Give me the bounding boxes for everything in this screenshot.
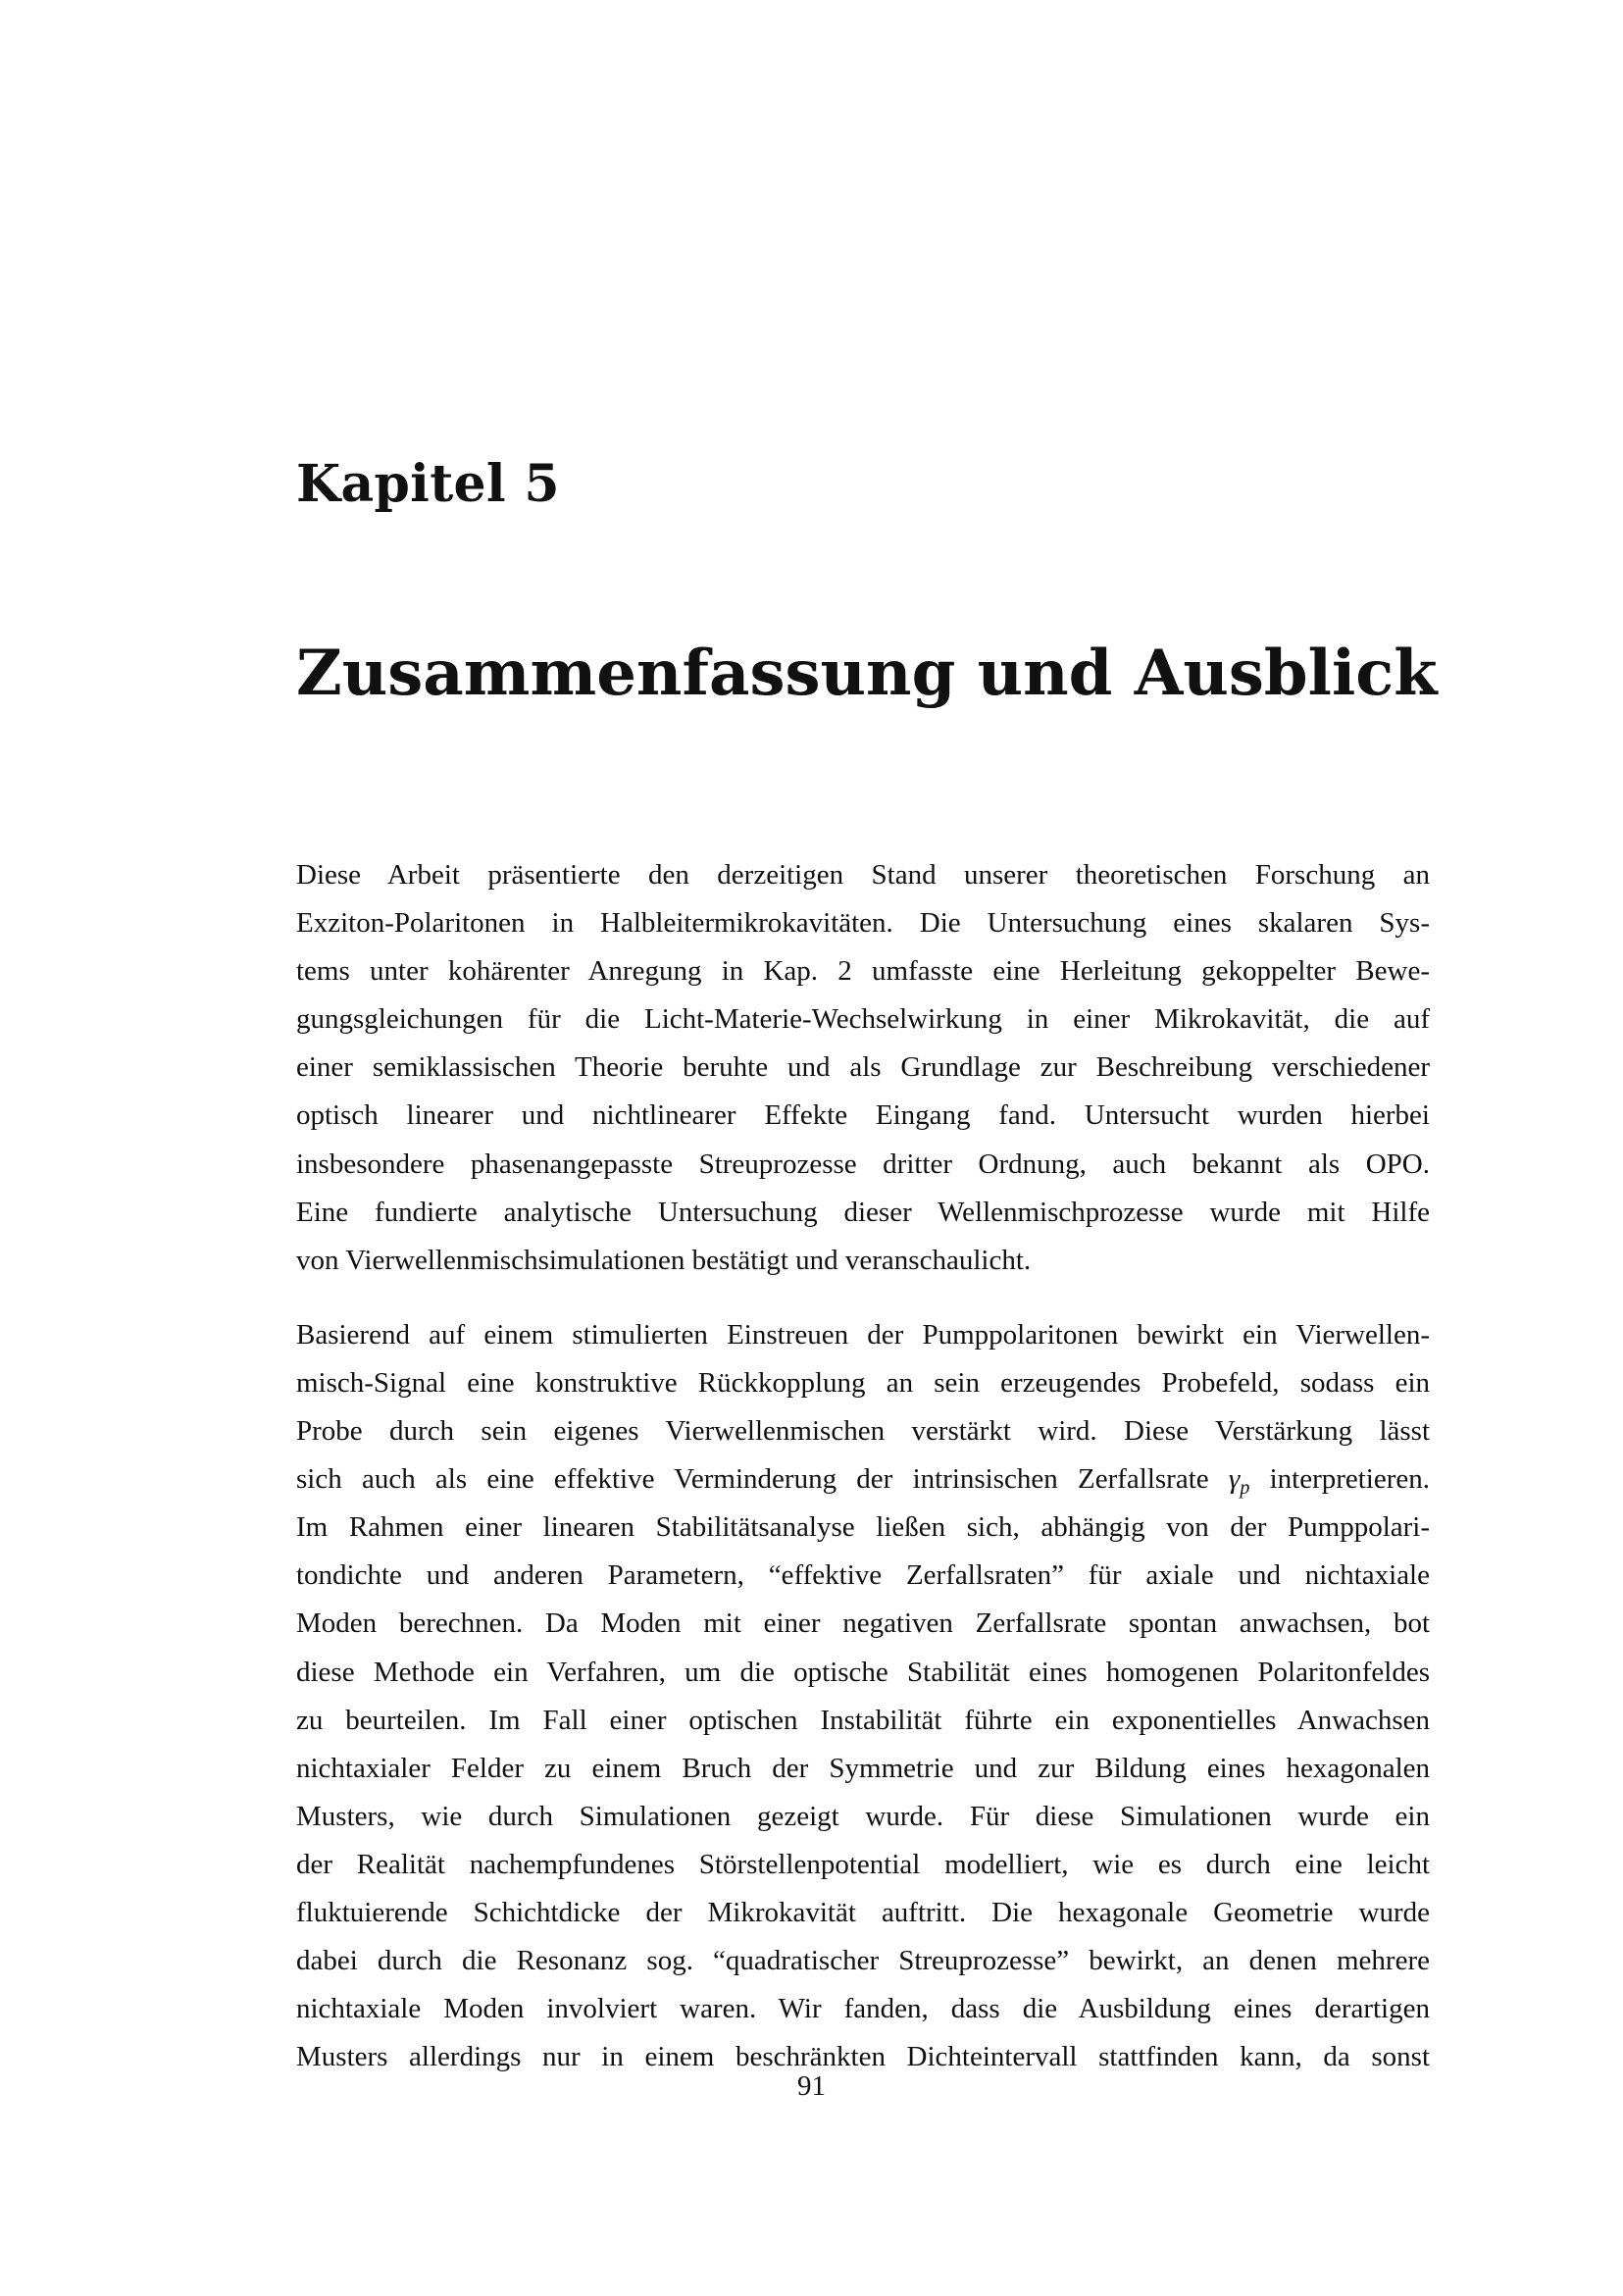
text-line: Diese Arbeit präsentierte den derzeitigen Stand unserer theoretischen Forschung an [296, 859, 1430, 891]
text-line: fluktuierende Schichtdicke der Mikrokavität auftritt. Die hexagonale Geometrie wurde [296, 1896, 1430, 1928]
text-line: Moden berechnen. Da Moden mit einer negativen Zerfallsrate spontan anwachsen, bot [296, 1607, 1430, 1640]
text-line: optisch linearer und nichtlinearer Effekte Eingang fand. Untersucht wurden hierbei [296, 1099, 1430, 1132]
text-line: tondichte und anderen Parametern, “effektive Zerfallsraten” für axiale und nichtaxiale [296, 1559, 1430, 1592]
text-line: Musters allerdings nur in einem beschränkten Dichteintervall stattfinden kann, da sonst [296, 2041, 1430, 2073]
text-line: Basierend auf einem stimulierten Einstreuen der Pumppolaritonen bewirkt ein Vierwellen- [296, 1318, 1430, 1351]
decay-rate-symbol [1228, 1463, 1250, 1500]
text-line: misch-Signal eine konstruktive Rückkopplung an sein erzeugendes Probefeld, sodass ein [296, 1366, 1430, 1399]
chapter-label: Kapitel 5 [296, 454, 560, 514]
text-line: Im Rahmen einer linearen Stabilitätsanalyse ließen sich, abhängig von der Pumppolari- [296, 1511, 1430, 1544]
text-segment: sich auch als eine effektive Verminderung der intrinsischen Zerfallsrate [296, 1463, 1209, 1496]
text-line: Probe durch sein eigenes Vierwellenmischen verstärkt wird. Diese Verstärkung lässt [296, 1415, 1430, 1448]
chapter-title: Zusammenfassung und Ausblick [296, 637, 1438, 710]
text-line: tems unter kohärenter Anregung in Kap. 2 umfasste eine Herleitung gekoppelter Bewe- [296, 955, 1430, 988]
body-text [296, 851, 1430, 2081]
paragraph-2 [296, 1311, 1430, 2082]
page-number: 91 [797, 2070, 826, 2102]
text-line: insbesondere phasenangepasste Streuprozesse dritter Ordnung, auch bekannt als OPO. [296, 1148, 1430, 1180]
text-line: der Realität nachempfundenes Störstellenpotential modelliert, wie es durch eine leicht [296, 1848, 1430, 1880]
text-line: einer semiklassischen Theorie beruhte und als Grundlage zur Beschreibung verschiedener [296, 1051, 1430, 1084]
text-line: nichtaxiale Moden involviert waren. Wir fanden, dass die Ausbildung eines derartigen [296, 1993, 1430, 2025]
text-line-with-math [296, 1455, 1430, 1504]
text-line: von Vierwellenmischsimulationen bestätigt und veranschaulicht. [296, 1244, 1032, 1276]
text-line: nichtaxialer Felder zu einem Bruch der Symmetrie und zur Bildung eines hexagonalen [296, 1752, 1430, 1784]
math-subscript: p [1240, 1477, 1250, 1500]
text-line: Exziton-Polaritonen in Halbleitermikrokavitäten. Die Untersuchung eines skalaren Sys- [296, 907, 1430, 940]
text-segment: interpretieren. [1269, 1463, 1431, 1496]
paragraph-1 [296, 851, 1430, 1285]
text-line: Musters, wie durch Simulationen gezeigt wurde. Für diese Simulationen wurde ein [296, 1800, 1430, 1832]
text-line: Eine fundierte analytische Untersuchung dieser Wellenmischprozesse wurde mit Hilfe [296, 1196, 1430, 1228]
text-line: zu beurteilen. Im Fall einer optischen Instabilität führte ein exponentielles Anwachsen [296, 1704, 1430, 1736]
math-gamma: γ [1228, 1463, 1241, 1496]
text-line: diese Methode ein Verfahren, um die optische Stabilität eines homogenen Polaritonfeldes [296, 1656, 1430, 1688]
text-line: dabei durch die Resonanz sog. “quadratischer Streuprozesse” bewirkt, an denen mehrere [296, 1945, 1430, 1977]
text-line: gungsgleichungen für die Licht-Materie-Wechselwirkung in einer Mikrokavität, die auf [296, 1003, 1430, 1036]
